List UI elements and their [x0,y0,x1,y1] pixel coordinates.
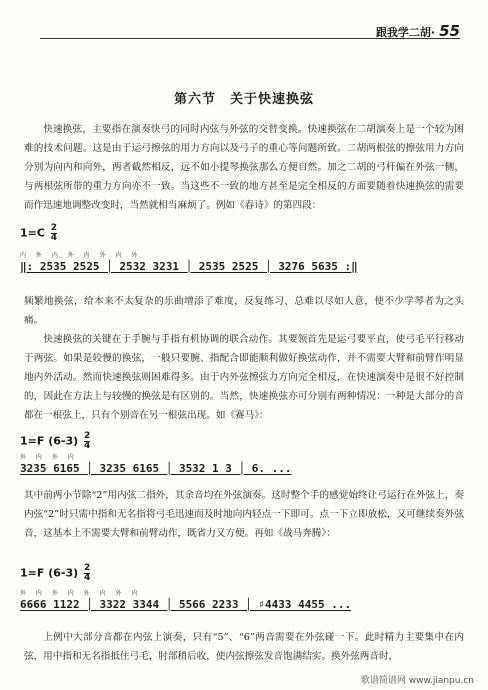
page-header [0,20,488,42]
example-2-notes: 3235 6165 │ 3235 6165 │ 3532 1 3 │ 6. ... [20,462,292,475]
example-3-time-top: 2 [84,563,91,573]
paragraph-2: 频繁地换弦，给本来不太复杂的乐曲增添了难度，反复练习、总难以尽如人意，使不少学琴者为之头痛。 [24,296,464,326]
example-3-time-signature [84,564,90,583]
example-2-bowing-marks: 外 内 外 内 [20,454,78,461]
section-title: 第六节 关于快速换弦 [173,92,314,107]
example-2-time-signature [84,432,90,451]
example-3-notes: 6666 1122 │ 3322 3344 │ 5566 2233 │ ♯4433 4455 ... [20,598,352,611]
example-1-key [20,224,57,243]
example-2-staff [20,452,466,475]
book-title: 跟我学二胡· [375,26,436,39]
example-1-time-top: 2 [50,223,58,233]
watermark: 歌谱简谱网 www.jianpu.cn [360,676,474,686]
example-1-time-signature [51,224,57,243]
header-text [376,22,460,40]
example-1-notes: ‖: 2535 2525 │ 2532 3231 │ 2535 2525 │ 3276 5635 :‖ [20,260,358,273]
example-3-bowing-marks: 外 内 外 内 外 内 外 内 [20,590,142,597]
paragraph-4: 其中前两小节除“2”用内弦二指外，其余音均在外弦演奏。这时整个手的感觉始终让弓运行在外弦上，奏内弦“2”时只需中指和无名指将弓毛迅速而及时地向内轻点一下即可。点一下立即放松，又可继续奏外弦音，这基本上不需要大臂和前臂动作，既省力又方便。再如《战马奔腾》： [24,490,464,539]
example-3-staff [20,588,466,611]
example-1-key-text: 1=C [20,226,45,240]
paragraph-1: 快速换弦，主要指在演奏快弓的同时内弦与外弦的交替变换。快速换弦在二胡演奏上是一个较为困难的技术问题。这是由于运弓擦弦的用力方向以及弓子的重心等问题所致。二胡两根弦的擦弦用力方向分别为向内和向外，两者截然相反，远不如小提琴换弦那么方便自然。加之二胡的弓杆偏在外弦一侧，与两根弦所带的重力方向亦不一致。当这些不一致的地方甚至是完全相反的方面要随着快速换弦的需要而作迅速地调整改变时，当然就相当麻烦了。例如《春诗》的第四段： [24,124,464,211]
example-3-time-bottom: 4 [84,573,91,583]
paragraph-5: 上例中大部分音都在内弦上演奏，只有“5”、“6”两音需要在外弦碰一下。此时精力主要集中在内弦，用中指和无名指抵住弓毛，肘部稍后收，使内弦擦弦发音饱满结实。换外弦两音时， [24,632,464,662]
example-1-bowing-marks: 内 外 内 外 内 外 内 外 [20,252,142,259]
example-2-time-bottom: 4 [84,441,91,451]
example-2-key [20,432,90,451]
example-2-key-text: 1=F (6-3) [20,434,79,448]
example-1-staff [20,250,466,273]
paragraph-3: 快速换弦的关键在于手腕与手指有机协调的联合动作。其要领首先是运弓要平直，使弓毛平行移动于两弦。如果是较慢的换弦，一般只要腕、指配合即能顺利做好换弦动作，并不需要大臂和前臂作明显地内外活动。然而快速换弦则困难得多。由于内外弦擦弦力方向完全相反，在快速演奏中是很不好控制的，因此在方法上与较慢的换弦是有区别的。当然，快速换弦亦可分别有两种情况：一种是大部分的音都在一根弦上，只有个别音在另一根弦出现。如《赛马》： [24,334,464,421]
example-3-key [20,564,90,583]
page-number: 55 [439,22,460,40]
example-2-time-top: 2 [84,431,91,441]
example-3-key-text: 1=F (6-3) [20,566,79,580]
example-1-time-bottom: 4 [50,233,58,243]
